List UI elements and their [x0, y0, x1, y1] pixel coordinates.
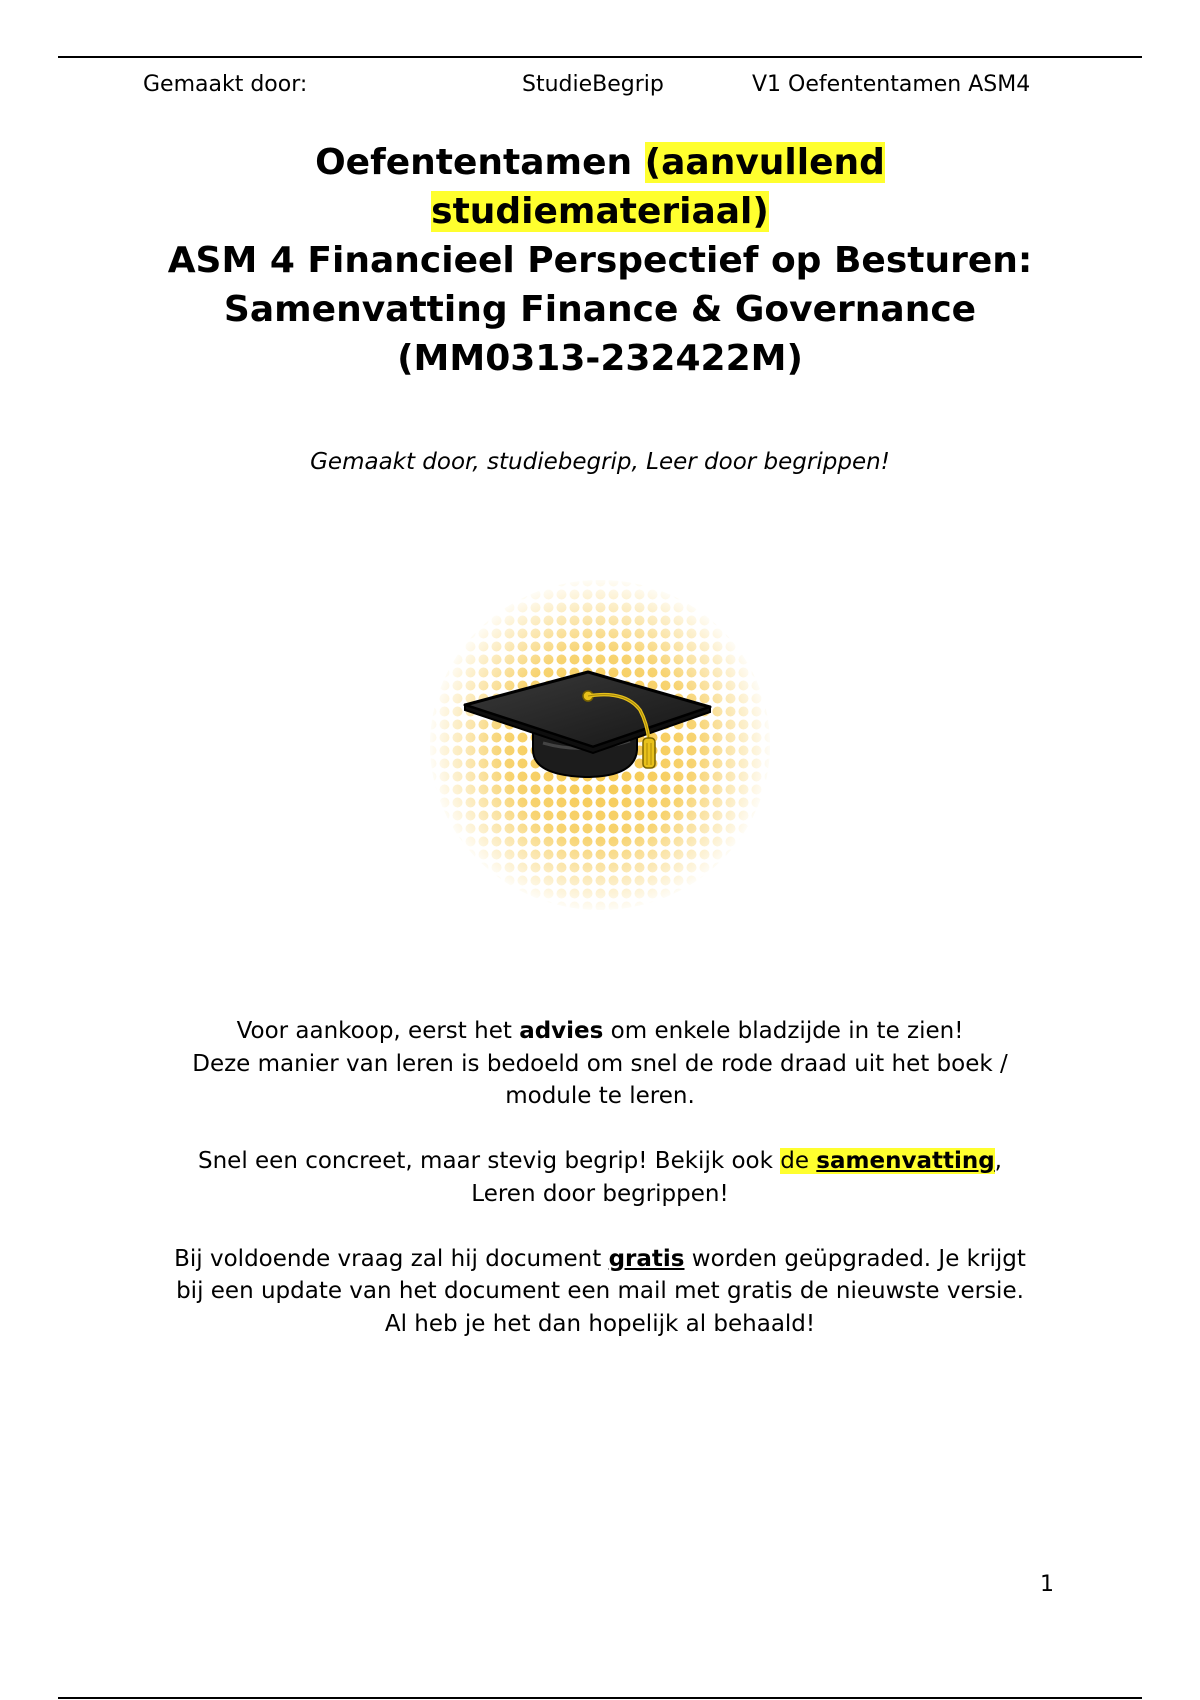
p2-line-2: Leren door begrippen!: [471, 1180, 729, 1207]
paragraph-gratis: [100, 1243, 1100, 1341]
title-line-2-highlight: studiemateriaal): [431, 191, 769, 232]
title-line-2: [100, 187, 1100, 236]
body-text: [100, 1015, 1100, 1373]
document-title: [100, 138, 1100, 383]
p3-line-3: Al heb je het dan hopelijk al behaald!: [384, 1310, 816, 1337]
tassel: [643, 738, 655, 768]
header-made-by: Gemaakt door:: [143, 72, 308, 97]
p1-bold-advies: advies: [519, 1018, 604, 1044]
title-line-1-plain: Oefententamen: [315, 142, 645, 183]
header-brand: StudieBegrip: [522, 72, 664, 97]
graduation-cap-illustration: [425, 575, 775, 915]
title-line-4: Samenvatting Finance & Governance: [223, 289, 977, 330]
p1-line-2: Deze manier van leren is bedoeld om snel de rode draad uit het boek /: [192, 1050, 1008, 1077]
p2-text-a: Snel een concreet, maar stevig begrip! Bekijk ook: [198, 1148, 781, 1174]
header-version: V1 Oefententamen ASM4: [752, 72, 1031, 97]
graduation-cap-icon: [425, 575, 775, 915]
paragraph-advies: [100, 1015, 1100, 1113]
subtitle: Gemaakt door, studiebegrip, Leer door begrippen!: [310, 449, 890, 475]
p1-line-3: module te leren.: [505, 1083, 695, 1109]
paragraph-samenvatting: [100, 1145, 1100, 1210]
title-line-5: (MM0313-232422M): [397, 338, 803, 379]
p3-line-2: bij een update van het document een mail met gratis de nieuwste versie.: [176, 1278, 1024, 1304]
page-number: 1: [1040, 1572, 1054, 1597]
footer-rule: [58, 1697, 1142, 1699]
p3-text-b: worden geüpgraded. Je krijgt: [684, 1245, 1026, 1272]
p1-text-b: om enkele bladzijde in te zien!: [603, 1018, 964, 1044]
p3-text-a: Bij voldoende vraag zal hij document: [174, 1245, 609, 1272]
title-line-1: [100, 138, 1100, 187]
header-rule: [58, 56, 1142, 58]
p2-highlight-plain: de: [780, 1148, 817, 1174]
title-line-1-highlight: (aanvullend: [644, 142, 885, 183]
p1-text-a: Voor aankoop, eerst het: [236, 1018, 520, 1044]
p3-bold-gratis: gratis: [608, 1245, 685, 1272]
p2-highlight: [780, 1148, 994, 1174]
title-line-3: ASM 4 Financieel Perspectief op Besturen:: [167, 240, 1033, 281]
samenvatting-link[interactable]: samenvatting: [816, 1148, 995, 1174]
p2-text-b: ,: [994, 1148, 1002, 1174]
